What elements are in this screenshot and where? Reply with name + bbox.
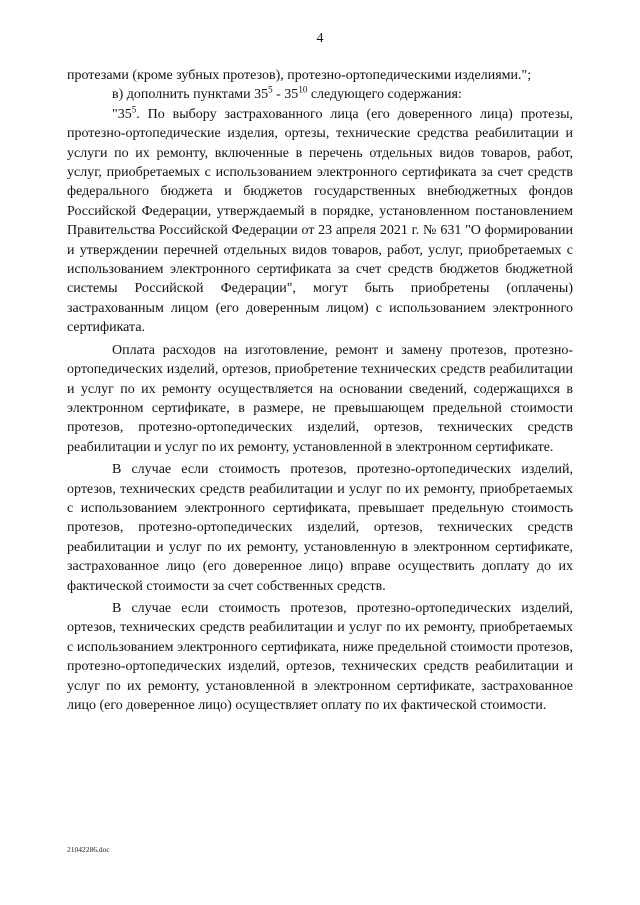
document-file-code: 21042286.doc: [67, 845, 110, 854]
paragraph-amendment-intro: [67, 85, 573, 104]
superscript: 5: [268, 84, 273, 95]
paragraph-text: В случае если стоимость протезов, протезно-ортопедических изделий, ортезов, технических средств реабилитации и услуг по их ремонту, приобретаемых с использованием электронного сертификата, ниже предельной стоимости протезов, протезно-ортопедических изделий, ортезов, технических средств реабилитации и услуг по их ремонту, установленной в электронном сертификате, застрахованное лицо (его доверенное лицо) осуществляет оплату по их фактической стоимости.: [67, 600, 573, 713]
paragraph-clause-35-5: [67, 105, 573, 338]
paragraph-text: "35: [112, 106, 132, 122]
paragraph-text: протезами (кроме зубных протезов), протезно-ортопедическими изделиями.";: [67, 68, 532, 83]
document-body: [67, 66, 573, 715]
paragraph-text: . По выбору застрахованного лица (его доверенного лица) протезы, протезно-ортопедические изделия, ортезы, технические средства реабилитации и услуги по их ремонту, включенные в перечень отдельных видов товаров, работ, услуг, приобретаемых с использованием электронного сертификата за счет средств федерального бюджета и бюджетов государственных внебюджетных фондов Российской Федерации, утверждаемый в порядке, установленном постановлением Правительства Российской Федерации от 23 апреля 2021 г. № 631 "О формировании и утверждении перечней отдельных видов товаров, работ, услуг, приобретаемых с использованием электронного сертификата за счет средств бюджетов бюджетной системы Российской Федерации", могут быть приобретены (оплачены) застрахованным лицом (его доверенным лицом) с использованием электронного сертификата.: [67, 106, 573, 336]
superscript: 10: [298, 84, 308, 95]
paragraph-text: Оплата расходов на изготовление, ремонт и замену протезов, протезно-ортопедических изделий, ортезов, приобретение технических средств реабилитации и услуг по их ремонту осуществляется на основании сведений, содержащихся в электронном сертификате, в размере, не превышающем предельной стоимости протезов, протезно-ортопедических изделий, ортезов, технических средств реабилитации и услуг по их ремонту, установленной в электронном сертификате.: [67, 342, 573, 455]
paragraph-continuation: [67, 66, 573, 85]
page-number: 4: [316, 31, 324, 46]
paragraph-cost-exceeds: [67, 460, 573, 596]
paragraph-text: В случае если стоимость протезов, протезно-ортопедических изделий, ортезов, технических средств реабилитации и услуг по их ремонту, приобретаемых с использованием электронного сертификата, превышает предельную стоимость протезов, протезно-ортопедических изделий, ортезов, технических средств реабилитации и услуг по их ремонту, установленную в электронном сертификате, застрахованное лицо (его доверенное лицо) вправе осуществить доплату до их фактической стоимости за счет собственных средств.: [67, 462, 573, 594]
paragraph-text: в) дополнить пунктами 35: [112, 87, 269, 103]
paragraph-text: следующего содержания:: [307, 87, 462, 103]
paragraph-payment: [67, 341, 573, 457]
paragraph-cost-below: [67, 599, 573, 715]
paragraph-text: - 35: [272, 87, 299, 103]
superscript: 5: [131, 104, 137, 115]
